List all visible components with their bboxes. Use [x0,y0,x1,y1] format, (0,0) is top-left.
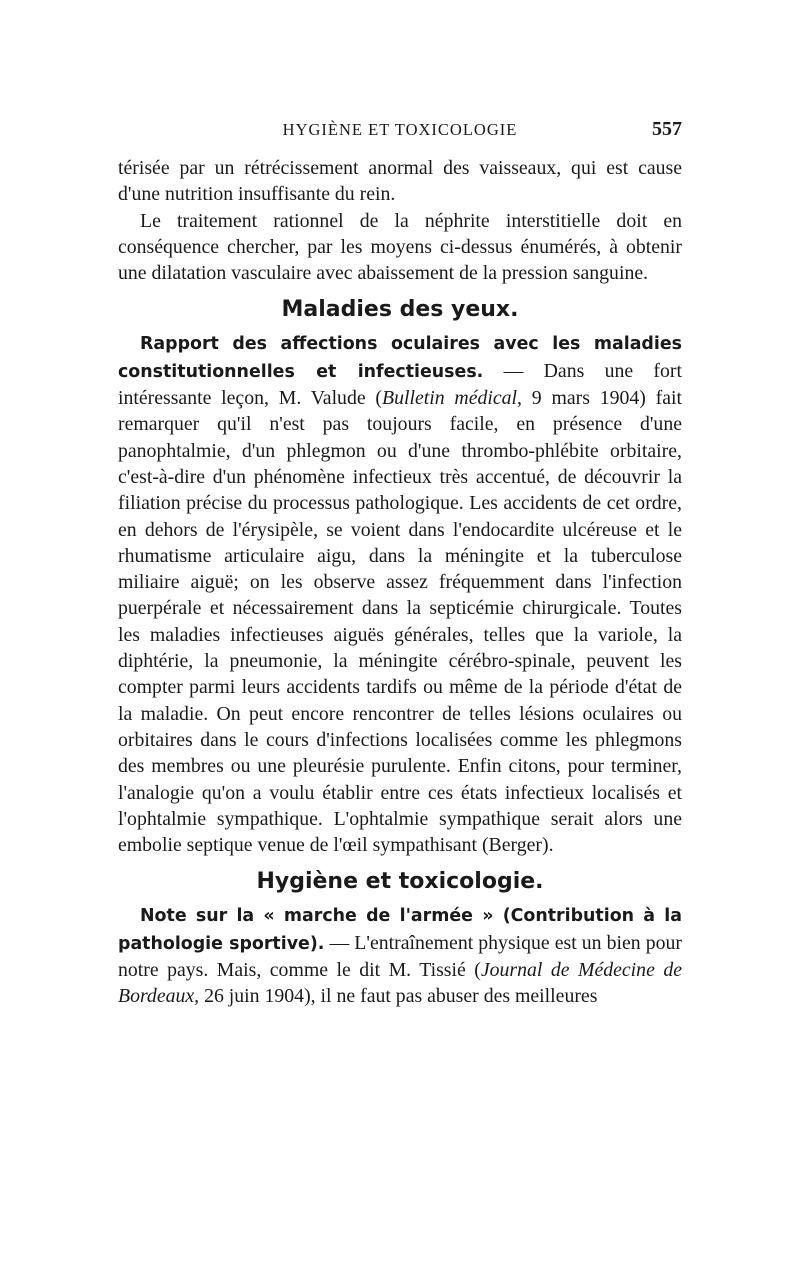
section-heading-hygiene: Hygiène et toxicologie. [256,869,544,895]
citation: Bulletin médical, [382,387,522,410]
article-title: Rapport des affections oculaires avec les maladies constitutionnelles et infectieuses. [118,334,682,382]
body-text [118,155,682,1010]
article-text: — Dans une fort intéressante leçon, M. Valude ( [118,359,682,410]
citation: Journal de Médecine de Bordeaux, [118,959,682,1008]
article-text: 26 juin 1904), il ne faut pas abuser des meilleures [199,985,598,1008]
section-heading-eye-diseases: Maladies des yeux. [281,297,519,323]
page-number: 557 [652,118,682,140]
paragraph-treatment: Le traitement rationnel de la néphrite interstitielle doit en conséquence chercher, par les moyens ci-dessus énumérés, à obtenir une dilatation vasculaire avec abaissement de la pression sanguine. [118,209,682,285]
article-text: 9 mars 1904) fait remarquer qu'il n'est pas toujours facile, en présence d'une panophtalmie, d'un phlegmon ou d'une thrombo-phlébite orbitaire, c'est-à-dire d'un phénomène infectieux très accentué, de découvrir la filiation précise du processus pathologique. Les accidents de cet ordre, en dehors de l'érysipèle, se voient dans l'endocardite ulcéreuse et le rhumatisme articulaire aigu, dans la méningite et la tuberculose miliaire aiguë; on les observe assez fréquemment dans l'infection puerpérale et nécessairement dans la septicémie chirurgicale. Toutes les maladies infectieuses aiguës générales, telles que la variole, la diphtérie, la pneumonie, la méningite cérébro-spinale, peuvent les compter parmi leurs accidents tardifs ou même de la période d'état de la maladie. On peut encore rencontrer de telles lésions oculaires ou orbitaires dans le cours d'infections localisées comme les phlegmons des membres ou une pleurésie purulente. Enfin citons, pour terminer, l'analogie qu'on a voulu établir entre ces états infectieux localisés et l'ophtalmie sympathique. L'ophtalmie sympathique serait alors une embolie septique venue de l'œil sympathisant (Berger). [118,387,682,857]
article-army-march [118,902,682,1009]
article-eye-infections [118,330,682,858]
running-title: HYGIÈNE ET TOXICOLOGIE [282,120,518,139]
running-header [118,120,682,144]
paragraph-continuation: térisée par un rétrécissement anormal des vaisseaux, qui est cause d'une nutrition insuffisante du rein. [118,157,682,206]
article-title: Note sur la « marche de l'armée » (Contribution à la pathologie sportive). [118,906,682,954]
article-text: — L'entraînement physique est un bien pour notre pays. Mais, comme le dit M. Tissié ( [118,931,683,982]
